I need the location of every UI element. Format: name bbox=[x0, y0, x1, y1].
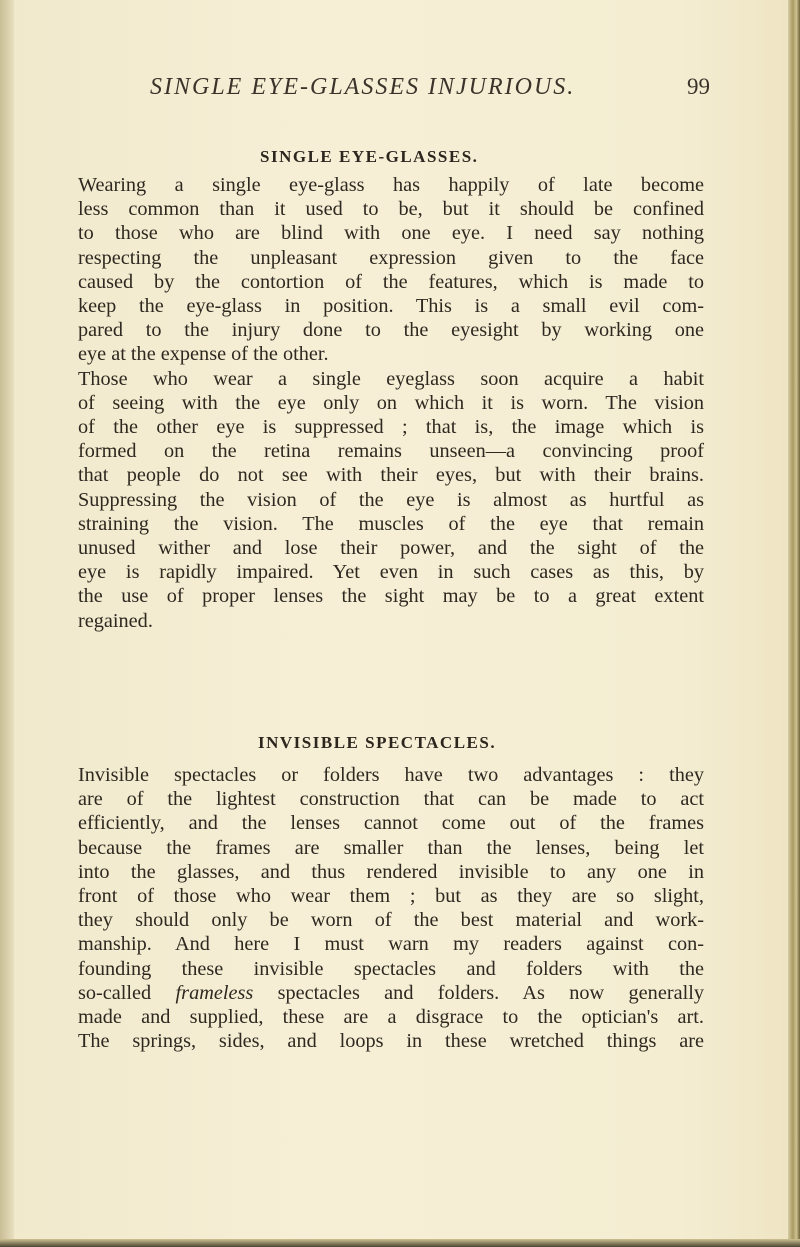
text-line: of seeing with the eye only on which it is worn. The vision bbox=[78, 391, 704, 414]
text-line: straining the vision. The muscles of the eye that remain bbox=[78, 512, 704, 535]
text-line: regained. bbox=[78, 609, 153, 632]
text-line: eye is rapidly impaired. Yet even in such cases as this, by bbox=[78, 561, 704, 584]
frameless-italic-text: frameless bbox=[175, 981, 254, 1004]
text-line: that people do not see with their eyes, but with their brains. bbox=[78, 464, 704, 487]
text-line: formed on the retina remains unseen—a convincing proof bbox=[78, 440, 704, 463]
running-head bbox=[150, 74, 710, 104]
running-title: SINGLE EYE-GLASSES INJURIOUS. bbox=[150, 74, 576, 100]
text-line: Suppressing the vision of the eye is almost as hurtful as bbox=[78, 488, 704, 511]
text-line: into the glasses, and thus rendered invisible to any one in bbox=[78, 860, 704, 883]
text-line: front of those who wear them ; but as they are so slight, bbox=[78, 885, 704, 908]
text-line: respecting the unpleasant expression given to the face bbox=[78, 246, 704, 269]
text-line-frameless bbox=[78, 981, 704, 1005]
text-line: made and supplied, these are a disgrace to the optician's art. bbox=[78, 1006, 704, 1029]
so-called-text: so-called bbox=[78, 981, 152, 1004]
text-line: caused by the contortion of the features, which is made to bbox=[78, 270, 704, 293]
text-line: they should only be worn of the best material and work- bbox=[78, 909, 704, 932]
text-line: less common than it used to be, but it should be confined bbox=[78, 198, 704, 221]
text-line: of the other eye is suppressed ; that is, the image which is bbox=[78, 416, 704, 439]
page-number: 99 bbox=[687, 74, 710, 99]
text-line: to those who are blind with one eye. I need say nothing bbox=[78, 222, 704, 245]
text-line: Invisible spectacles or folders have two advantages : they bbox=[78, 764, 704, 786]
text-line: eye at the expense of the other. bbox=[78, 343, 329, 366]
text-line: are of the lightest construction that can be made to act bbox=[78, 788, 704, 811]
text-line: The springs, sides, and loops in these wretched things are bbox=[78, 1030, 704, 1053]
text-line: efficiently, and the lenses cannot come out of the frames bbox=[78, 812, 704, 835]
text-line: the use of proper lenses the sight may be to a great extent bbox=[78, 585, 704, 608]
section-body-invisible-spectacles bbox=[78, 763, 704, 1053]
page-edge-bottom bbox=[0, 1239, 800, 1247]
text-line: founding these invisible spectacles and folders with the bbox=[78, 957, 704, 980]
section-body-single-eye-glasses bbox=[78, 173, 704, 633]
page-gutter bbox=[0, 0, 14, 1247]
page-edge-right bbox=[788, 0, 800, 1247]
text-line: pared to the injury done to the eyesight by working one bbox=[78, 319, 704, 342]
section-heading-invisible-spectacles: INVISIBLE SPECTACLES. bbox=[258, 733, 497, 752]
text-line: unused wither and lose their power, and the sight of the bbox=[78, 537, 704, 560]
text-line: manship. And here I must warn my readers against con- bbox=[78, 933, 704, 956]
text-line: Those who wear a single eyeglass soon acquire a habit bbox=[78, 367, 704, 390]
line-tail-text: spectacles and folders. As now generally bbox=[277, 981, 704, 1004]
section-heading-single-eye-glasses: SINGLE EYE-GLASSES. bbox=[260, 147, 479, 166]
text-line: keep the eye-glass in position. This is a small evil com- bbox=[78, 295, 704, 318]
text-line: Wearing a single eye-glass has happily of late become bbox=[78, 174, 704, 196]
text-line: because the frames are smaller than the lenses, being let bbox=[78, 836, 704, 859]
